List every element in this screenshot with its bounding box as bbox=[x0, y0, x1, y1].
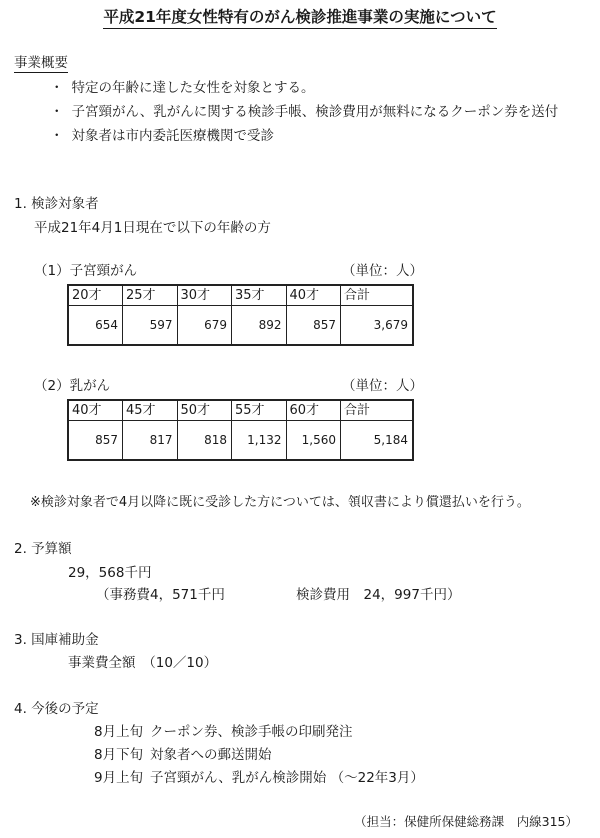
table-header-cell: 30才 bbox=[177, 285, 232, 306]
table-cell: 818 bbox=[177, 421, 232, 461]
table-cell: 654 bbox=[68, 306, 123, 346]
table-header-cell: 45才 bbox=[123, 400, 178, 421]
section3-heading: 3. 国庫補助金 bbox=[14, 632, 99, 648]
schedule-what: 子宮頸がん、乳がん検診開始 （～22年3月） bbox=[150, 770, 424, 786]
section1-note: 平成21年4月1日現在で以下の年齢の方 bbox=[34, 220, 271, 236]
cervical-label: （1）子宮頸がん bbox=[34, 263, 138, 279]
overview-item: ・ 対象者は市内委託医療機関で受診 bbox=[50, 128, 274, 144]
table-cell: 857 bbox=[68, 421, 123, 461]
table-header-cell: 40才 bbox=[68, 400, 123, 421]
subsidy-value: 事業費全額 （10／10） bbox=[68, 655, 218, 671]
page-title-text: 平成21年度女性特有のがん検診推進事業の実施について bbox=[103, 8, 496, 29]
schedule-what: クーポン券、検診手帳の印刷発注 bbox=[150, 724, 353, 740]
section2-heading: 2. 予算額 bbox=[14, 541, 72, 557]
overview-item: ・ 特定の年齢に達した女性を対象とする。 bbox=[50, 80, 315, 96]
table-header-cell: 合計 bbox=[341, 400, 414, 421]
schedule-when: 9月上旬 bbox=[94, 770, 144, 786]
breast-unit: （単位：人） bbox=[342, 378, 423, 394]
cervical-table bbox=[67, 284, 414, 346]
cervical-unit: （単位：人） bbox=[342, 263, 423, 279]
page-title bbox=[0, 10, 600, 26]
schedule-what: 対象者への郵送開始 bbox=[150, 747, 272, 763]
table-header-cell: 20才 bbox=[68, 285, 123, 306]
section4-heading: 4. 今後の予定 bbox=[14, 701, 99, 717]
budget-total: 29，568千円 bbox=[68, 565, 152, 581]
table-header-cell: 25才 bbox=[123, 285, 178, 306]
breast-table bbox=[67, 399, 414, 461]
overview-item: ・ 子宮頸がん、乳がんに関する検診手帳、検診費用が無料になるクーポン券を送付 bbox=[50, 104, 559, 120]
table-cell: 1,132 bbox=[232, 421, 287, 461]
table-cell: 1,560 bbox=[286, 421, 341, 461]
section1-heading: 1. 検診対象者 bbox=[14, 196, 99, 212]
budget-office: （事務費4，571千円 bbox=[96, 587, 225, 603]
table-cell: 5,184 bbox=[341, 421, 414, 461]
contact-footer: （担当：保健所保健総務課 内線315） bbox=[354, 814, 578, 829]
table-header-cell: 40才 bbox=[286, 285, 341, 306]
table-header-cell: 35才 bbox=[232, 285, 287, 306]
table-cell: 857 bbox=[286, 306, 341, 346]
table-header-row bbox=[68, 400, 413, 421]
table-row bbox=[68, 421, 413, 461]
budget-exam: 検診費用 24，997千円） bbox=[296, 587, 461, 603]
table-header-cell: 60才 bbox=[286, 400, 341, 421]
table-header-cell: 55才 bbox=[232, 400, 287, 421]
table-header-cell: 合計 bbox=[341, 285, 414, 306]
table-row bbox=[68, 306, 413, 346]
table-header-row bbox=[68, 285, 413, 306]
table-cell: 597 bbox=[123, 306, 178, 346]
table-cell: 817 bbox=[123, 421, 178, 461]
reimbursement-remark: ※検診対象者で4月以降に既に受診した方については、領収書により償還払いを行う。 bbox=[30, 495, 530, 510]
table-cell: 892 bbox=[232, 306, 287, 346]
overview-heading: 事業概要 bbox=[14, 55, 68, 71]
table-cell: 3,679 bbox=[341, 306, 414, 346]
table-header-cell: 50才 bbox=[177, 400, 232, 421]
table-cell: 679 bbox=[177, 306, 232, 346]
breast-label: （2）乳がん bbox=[34, 378, 111, 394]
schedule-when: 8月下旬 bbox=[94, 747, 144, 763]
schedule-when: 8月上旬 bbox=[94, 724, 144, 740]
